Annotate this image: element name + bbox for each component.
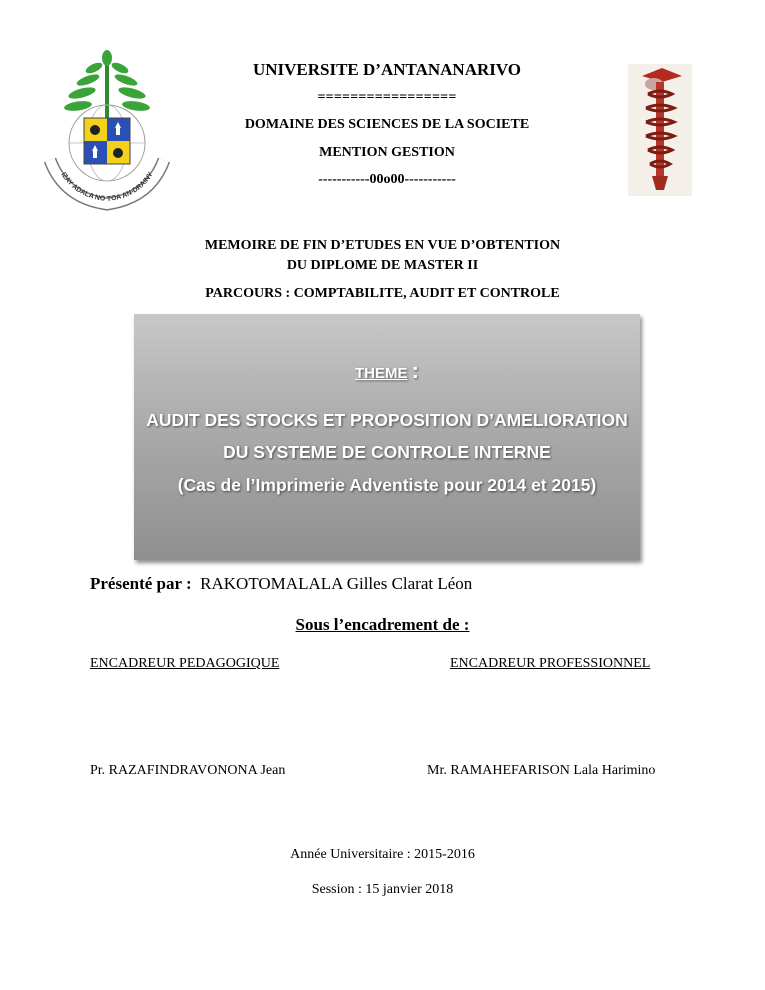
- faculty-logo: [628, 64, 692, 196]
- theme-box: [134, 314, 640, 560]
- memoire-line-2: DU DIPLOME DE MASTER II: [286, 258, 479, 273]
- professional-supervisor-name: Mr. RAMAHEFARISON Lala Harimino: [427, 763, 656, 778]
- university-logo: [44, 48, 170, 212]
- theme-heading: [134, 358, 640, 384]
- presented-by: [90, 574, 472, 594]
- theme-label: THEME: [355, 365, 408, 382]
- mention-name: MENTION GESTION: [319, 145, 455, 160]
- theme-case-study: (Cas de l’Imprimerie Adventiste pour 2014 et 2015): [177, 475, 597, 495]
- pedagogical-supervisor-label: ENCADREUR PEDAGOGIQUE: [90, 656, 280, 671]
- author-name: RAKOTOMALALA Gilles Clarat Léon: [200, 574, 473, 593]
- supervision-heading: Sous l’encadrement de :: [295, 615, 470, 634]
- domain-name: DOMAINE DES SCIENCES DE LA SOCIETE: [244, 117, 530, 132]
- theme-colon: :: [411, 358, 419, 383]
- parcours-line: PARCOURS : COMPTABILITE, AUDIT ET CONTROLE: [205, 286, 560, 301]
- professional-supervisor-label: ENCADREUR PROFESSIONNEL: [450, 656, 651, 671]
- header-ornament: -----------00o00-----------: [318, 172, 456, 187]
- university-name: UNIVERSITE D’ANTANANARIVO: [252, 60, 522, 79]
- presented-by-label: Présenté par :: [90, 574, 192, 593]
- logo-motto: IZAY ADALA NO TOA AN-DRAINY: [59, 171, 155, 203]
- memoire-line-1: MEMOIRE DE FIN D’ETUDES EN VUE D’OBTENTION: [204, 238, 561, 253]
- theme-title: AUDIT DES STOCKS ET PROPOSITION D’AMELIORATION DU SYSTEME DE CONTROLE INTERNE: [146, 410, 628, 462]
- pedagogical-supervisor-name: Pr. RAZAFINDRAVONONA Jean: [90, 763, 286, 778]
- header-separator: =================: [317, 90, 457, 105]
- academic-year: Année Universitaire : 2015-2016: [290, 847, 475, 862]
- session-date: Session : 15 janvier 2018: [311, 882, 454, 897]
